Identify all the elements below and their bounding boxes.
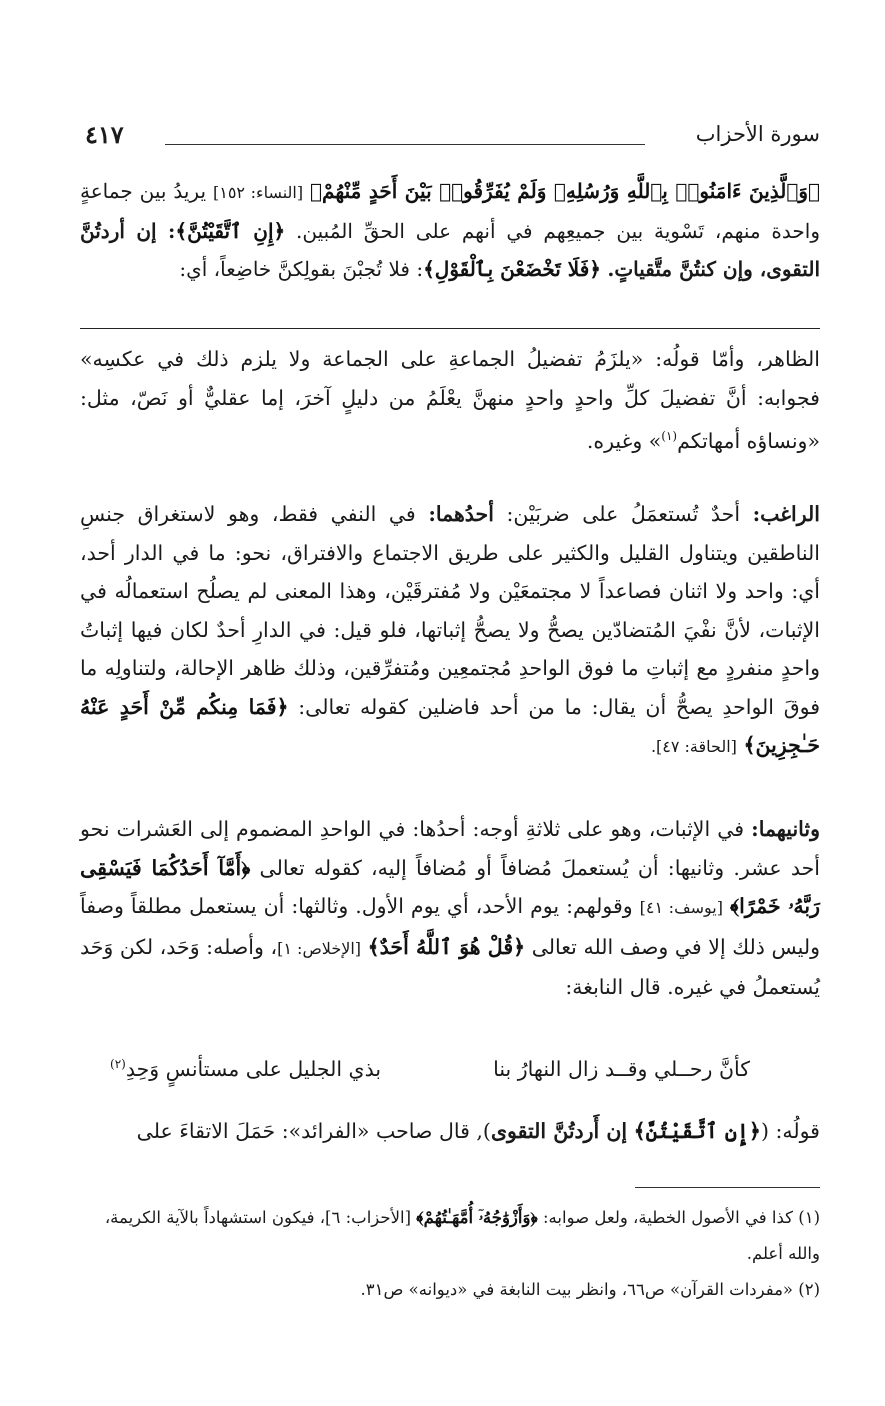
paragraph-text: أحدٌ تُستعمَلُ على ضربَيْن:: [506, 502, 741, 526]
term-lead: أحدُهما:: [428, 502, 494, 526]
footnote-marker: (١): [661, 429, 678, 443]
paragraph-text: قولُه: (: [760, 1119, 820, 1143]
paragraph: [80, 495, 820, 767]
verse-reference: [الحاقة: ٤٧].: [650, 737, 737, 756]
running-header: [85, 120, 820, 160]
paragraph-text: في الإثبات، وهو على ثلاثةِ أوجه: أحدُها: في الواحدِ المضموم إلى العَشرات نحو أحد عشر. وثانيها: أن يُستعملَ مُضافاً أو مُضافاً إليه، كقوله تعالى: [80, 817, 820, 880]
quran-verse: ﴿إِنِ ٱتَّقَيْتُنَّ﴾: [175, 219, 286, 243]
paragraph-text: وقولهم: يوم الأحد، أي يوم الأول. وثالثها: أن يستعمل مطلقاً وصفاً وليس ذلك إلا في وصف الله تعالى: [80, 894, 820, 959]
term-lead: وثانيهما:: [751, 817, 820, 841]
verse-reference: [يوسف: ٤١]: [639, 898, 724, 917]
poetry-verse: [80, 1057, 820, 1097]
footnote-text: [الأحزاب: ٦]، فيكون استشهاداً بالآية الكريمة، والله أعلم.: [104, 1208, 820, 1263]
paragraph: [80, 810, 820, 1007]
quran-verse: ﴿قُلْ هُوَ ٱللَّهُ أَحَدٌ﴾: [367, 934, 526, 959]
header-rule: [165, 144, 645, 145]
page-number: ٤١٧: [85, 120, 124, 149]
paragraph-text: في النفي فقط، وهو لاستغراق جنسِ الناطقين ويتناول القليل والكثير على طريق الاجتماع والافتراق، نحو: ما في الدار أحد، أي: واحد ولا اثنان فصاعداً لا مجتمعَيْن ولا مُفترقَيْن، وهذا المعنى لم يصلُح استعمالُه في الإثبات، لأنَّ نفْيَ المُتضادّين يصحُّ ولا يصحُّ إثباتها، فلو قيل: في الدارِ أحدٌ لكان فيها إثباتُ واحدٍ منفردٍ مع إثباتِ ما فوق الواحدِ مُجتمعِين ومُتفرِّقين، وذلك ظاهر الإحالة، ولتناولِه ما فوقَ الواحدِ يصحُّ أن يقال: ما من أحد فاضلين كقوله تعالى:: [80, 502, 820, 719]
term-lead: إن أَردتُنَّ التقوى: [490, 1119, 628, 1143]
footnote-marker: (٢): [110, 1057, 126, 1072]
commentary-text: : إن أردتُنَّ التقوى، وإن كنتُنَّ متَّقياتٍ.: [80, 219, 820, 281]
footnote-rule: [635, 1187, 820, 1188]
quran-verse: ﴿فَمَا مِنكُم مِّنْ أَحَدٍ عَنْهُ حَـٰجِزِينَ﴾: [80, 694, 820, 757]
quran-verse: ﴿وَٱلَّذِينَ ءَامَنُوا۟ بِٱللَّهِ وَرُسُلِهِۦ وَلَمْ يُفَرِّقُوا۟ بَيْنَ أَحَدٍ مِّنْهُمْ﴾: [310, 179, 821, 203]
quran-verse: ﴿إِنِ ٱتَّقَيْتُنَّ﴾: [633, 1119, 761, 1143]
section-divider: [80, 328, 820, 329]
surah-title: سورة الأحزاب: [695, 122, 820, 146]
quran-commentary-block: [80, 172, 820, 288]
poem-first-hemistich: كأنَّ رحــلي وقــد زال النهارُ بنا: [493, 1057, 750, 1081]
footnote-text: (١) كذا في الأصول الخطية، ولعل صوابه:: [543, 1208, 820, 1227]
paragraph-text: ), قال صاحب «الفرائد»: حَمَلَ الاتقاءَ على: [136, 1119, 491, 1143]
verse-reference: [النساء: ١٥٢]: [212, 183, 304, 202]
verse-reference: [الإخلاص: ١]: [277, 938, 362, 958]
quran-verse: ﴿فَلَا تَخْضَعْنَ بِٱلْقَوْلِ﴾: [423, 257, 601, 281]
paragraph: [80, 1112, 820, 1151]
paragraph-text: الظاهر، وأمّا قولُه: «يلزَمُ تفضيلُ الجماعةِ على الجماعة ولا يلزم ذلك في عكسِه» فجوابه: أنَّ تفضيلَ كلِّ واحدٍ واحدٍ منهنَّ يعْلَمُ من دليلٍ آخرَ، إما عقليٌّ أو نَصّ، مثل: «ونساؤه أمهاتكم: [80, 347, 820, 453]
paragraph-text: ، وأصله: وَحَد، لكن وَحَد يُستعملُ في غيره. قال النابغة:: [80, 934, 820, 999]
poem-second-hemistich: [110, 1057, 381, 1081]
footnote-1: [80, 1200, 820, 1272]
paragraph-text: » وغيره.: [586, 428, 662, 453]
footnote-2: (٢) «مفردات القرآن» ص٦٦، وانظر بيت النابغة في «ديوانه» ص٣١.: [360, 1280, 820, 1299]
paragraph: [80, 340, 820, 460]
term-lead: الراغب:: [752, 502, 820, 526]
poem-text: بذي الجليل على مستأنسٍ وَحِدِ: [125, 1057, 382, 1081]
footnotes: [80, 1200, 820, 1308]
quran-verse: ﴿وَأَزْوَٰجُهُۥٓ أُمَّهَـٰتُهُمْ﴾: [416, 1208, 538, 1227]
commentary-text: : فلا تُجبْنَ بقولِكنَّ خاضِعاً، أي:: [179, 257, 424, 281]
quran-verse: ﴿أَمَّآ أَحَدُكُمَا فَيَسْقِى رَبَّهُۥ خَمْرًا﴾: [80, 855, 820, 918]
commentary-text: يريدُ بين جماعةٍ واحدة منهم، تَسْوية بين جميعِهم في أنهم على الحقِّ المُبين.: [80, 179, 820, 243]
